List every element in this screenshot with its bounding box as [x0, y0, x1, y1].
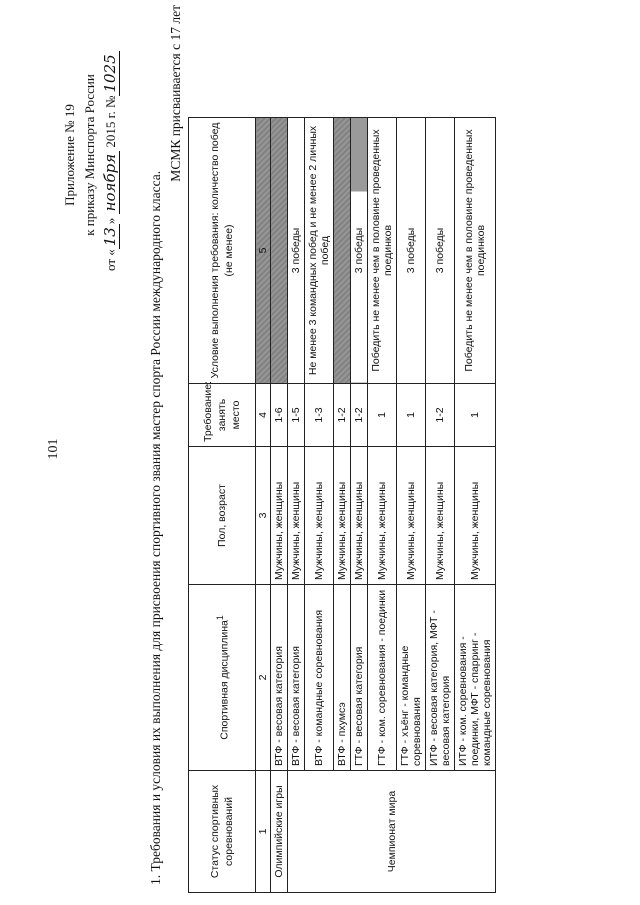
col-number: 3 — [256, 447, 271, 585]
order-reference: к приказу Минспорта России — [82, 74, 97, 236]
handwritten-month: ноября — [101, 151, 120, 215]
condition-cell: 3 победы — [426, 118, 455, 384]
col-number: 4 — [256, 384, 271, 447]
place-cell: 1-2 — [334, 384, 351, 447]
status-olympic: Олимпийские игры — [271, 771, 288, 893]
condition-cell: Победить не менее чем в половине проведенных поединков — [368, 118, 397, 384]
status-world-championship: Чемпионат мира — [288, 771, 496, 893]
section-title: 1. Требования и условия их выполнения для присвоения спортивного звания мастер спорта России международного класса. — [148, 170, 163, 885]
discipline-cell: ВТФ - пхумсэ — [334, 585, 351, 771]
condition-cell-empty — [334, 118, 351, 384]
discipline-cell: ВТФ - весовая категория — [271, 585, 288, 771]
gender-cell: Мужчины, женщины — [397, 447, 426, 585]
quote-close: » — [103, 217, 118, 225]
place-cell: 1-2 — [351, 384, 368, 447]
col-header-status: Статус спортивных соревнований — [189, 771, 256, 893]
condition-cell: 3 победы — [288, 118, 305, 384]
gender-cell: Мужчины, женщины — [334, 447, 351, 585]
gender-cell: Мужчины, женщины — [351, 447, 368, 585]
order-date-line — [100, 5, 121, 305]
age-note: МСМК присваивается с 17 лет — [168, 5, 183, 182]
page-number: 101 — [46, 438, 61, 460]
discipline-cell: ГТФ - хъёнг - командные соревнования — [397, 585, 426, 771]
handwritten-day: 13 — [101, 224, 120, 249]
footnote-marker: 1 — [214, 615, 225, 621]
place-cell: 1 — [368, 384, 397, 447]
col-header-gender: Пол, возраст — [189, 447, 256, 585]
discipline-cell: ВТФ - командные соревнования — [305, 585, 334, 771]
appendix-header — [60, 5, 121, 305]
place-cell: 1-3 — [305, 384, 334, 447]
column-number-row — [256, 118, 271, 893]
place-cell: 1-5 — [288, 384, 305, 447]
col-number: 2 — [256, 585, 271, 771]
handwritten-number: 1025 — [101, 51, 120, 95]
gender-cell: Мужчины, женщины — [288, 447, 305, 585]
table-header-row — [189, 118, 256, 893]
place-cell: 1 — [455, 384, 496, 447]
requirements-table — [188, 117, 496, 893]
gender-cell: Мужчины, женщины — [426, 447, 455, 585]
col-number: 5 — [256, 118, 271, 384]
col-header-place: Требование: занять место — [189, 384, 256, 447]
condition-cell: 3 победы — [351, 118, 368, 384]
year-text: 2015 г. № — [103, 95, 118, 148]
appendix-title: Приложение № 19 — [62, 104, 77, 206]
condition-cell-empty — [271, 118, 288, 384]
discipline-cell: ГТФ - ком. соревнования - поединки — [368, 585, 397, 771]
col-header-condition: Условие выполнения требования: количество побед (не менее) — [189, 118, 256, 384]
condition-cell: Не менее 3 командных побед и не менее 2 личных побед — [305, 118, 334, 384]
discipline-cell: ИТФ - весовая категория, МФТ - весовая категория — [426, 585, 455, 771]
place-cell: 1-2 — [426, 384, 455, 447]
condition-cell: Победить не менее чем в половине проведенных поединков — [455, 118, 496, 384]
table-row — [271, 118, 288, 893]
discipline-cell: ВТФ - весовая категория — [288, 585, 305, 771]
col-header-discipline-text: Спортивная дисциплина — [218, 620, 231, 740]
col-number: 1 — [256, 771, 271, 893]
from-prefix: от « — [103, 249, 118, 271]
discipline-cell: ГТФ - весовая категория — [351, 585, 368, 771]
gender-cell: Мужчины, женщины — [368, 447, 397, 585]
gender-cell: Мужчины, женщины — [455, 447, 496, 585]
condition-cell: 3 победы — [397, 118, 426, 384]
col-header-discipline — [189, 585, 256, 771]
table-row — [288, 118, 305, 893]
place-cell: 1-6 — [271, 384, 288, 447]
place-cell: 1 — [397, 384, 426, 447]
gender-cell: Мужчины, женщины — [271, 447, 288, 585]
gender-cell: Мужчины, женщины — [305, 447, 334, 585]
discipline-cell: ИТФ - ком. соревнования - поединки, МФТ - спарринг - командные соревнования — [455, 585, 496, 771]
